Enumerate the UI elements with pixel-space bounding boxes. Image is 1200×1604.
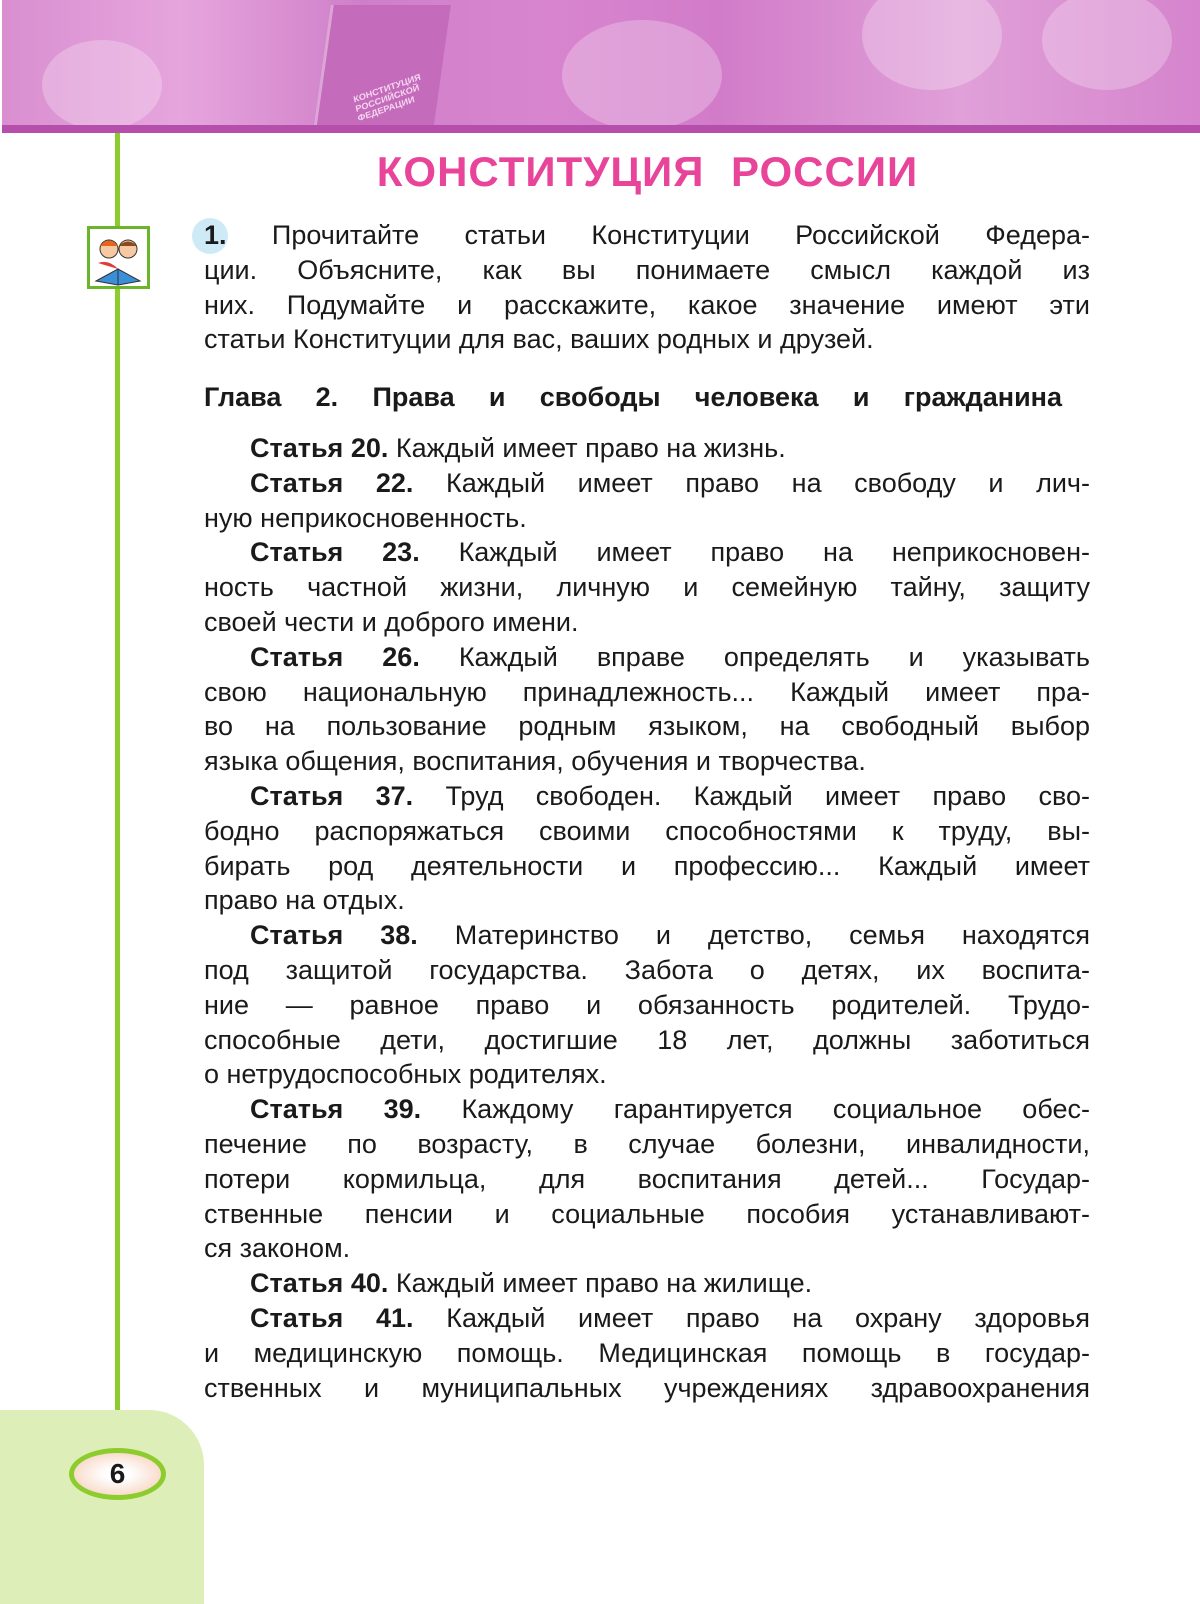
article-line: ся законом.: [204, 1233, 351, 1264]
article-label: Статья 40.: [250, 1268, 389, 1299]
article-line: [204, 918, 1090, 953]
article-line: печение по возрасту, в случае болезни, инвалидности,: [204, 1128, 1090, 1159]
header-banner-image: [2, 0, 1200, 126]
article: [204, 535, 1090, 639]
task-number: 1.: [204, 218, 227, 253]
article-line: [204, 431, 1090, 466]
reading-kids-icon: [87, 226, 150, 289]
article-line: о нетрудоспособных родителях.: [204, 1059, 607, 1090]
article-label: Статья 41.: [250, 1302, 414, 1333]
article: [204, 466, 1090, 536]
task-paragraph: [204, 218, 1090, 357]
article-line: [204, 779, 1090, 814]
article-line: [204, 466, 1090, 501]
article-line: способные дети, достигшие 18 лет, должны заботиться: [204, 1024, 1090, 1055]
ornament-decoration: [862, 0, 1002, 90]
article-line: ность частной жизни, личную и семейную тайну, защиту: [204, 572, 1090, 603]
task-line: [204, 218, 1090, 253]
page-number: 6: [69, 1448, 166, 1500]
article: [204, 1301, 1090, 1405]
article-text: Каждый имеет право на охрану здоровья: [446, 1302, 1090, 1333]
article: [204, 1266, 1090, 1301]
article-text: Каждому гарантируется социальное обес-: [461, 1094, 1090, 1125]
article-line: во на пользование родным языком, на свободный выбор: [204, 711, 1090, 742]
article-line: ственные пенсии и социальные пособия устанавливают-: [204, 1198, 1090, 1229]
article-text: Материнство и детство, семья находятся: [454, 920, 1090, 951]
article-line: своей чести и доброго имени.: [204, 606, 579, 637]
article-label: Статья 20.: [250, 433, 389, 463]
article-text: Каждый имеет право на жилище.: [395, 1268, 813, 1299]
article-line: потери кормильца, для воспитания детей... Государ-: [204, 1163, 1090, 1194]
article-line: [204, 640, 1090, 675]
articles-list: [204, 431, 1090, 1405]
article: [204, 1092, 1090, 1266]
constitution-book-image: [313, 5, 451, 130]
task-line: них. Подумайте и расскажите, какое значение имеют эти: [204, 289, 1090, 320]
article-line: [204, 1301, 1090, 1336]
article-line: языка общения, воспитания, обучения и творчества.: [204, 746, 866, 777]
article-label: Статья 38.: [250, 920, 418, 951]
article-line: свою национальную принадлежность... Каждый имеет пра-: [204, 676, 1090, 707]
coat-of-arms-decoration: [562, 20, 722, 130]
article-text: Каждый вправе определять и указывать: [458, 641, 1090, 672]
article-label: Статья 22.: [250, 467, 414, 498]
article-label: Статья 23.: [250, 537, 420, 568]
article-text: Каждый имеет право на жизнь.: [395, 433, 786, 463]
chapter-heading: Глава 2. Права и свободы человека и гражданина: [204, 382, 1062, 412]
article-label: Статья 37.: [250, 780, 414, 811]
task-text: Прочитайте статьи Конституции Российской Федера-: [271, 220, 1090, 250]
article-line: ственных и муниципальных учреждениях здравоохранения: [204, 1372, 1090, 1403]
article-line: ние — равное право и обязанность родителей. Трудо-: [204, 989, 1090, 1020]
article-label: Статья 26.: [250, 641, 420, 672]
article: [204, 779, 1090, 918]
page-title: КОНСТИТУЦИЯ РОССИИ: [376, 148, 919, 195]
article-text: Каждый имеет право на свободу и лич-: [446, 467, 1090, 498]
book-cover-text: КОНСТИТУЦИЯ РОССИЙСКОЙ ФЕДЕРАЦИИ: [352, 71, 422, 124]
article: [204, 640, 1090, 779]
article-line: [204, 1266, 1090, 1301]
article-label: Статья 39.: [250, 1094, 422, 1125]
article-line: и медицинскую помощь. Медицинская помощь в государ-: [204, 1337, 1090, 1368]
article-line: [204, 1092, 1090, 1127]
task-line: ции. Объясните, как вы понимаете смысл каждой из: [204, 254, 1090, 285]
article-line: право на отдых.: [204, 885, 405, 916]
article-text: Труд свободен. Каждый имеет право сво-: [445, 780, 1090, 811]
ornament-decoration: [1042, 0, 1172, 90]
fountain-decoration: [42, 40, 162, 130]
article: [204, 431, 1090, 466]
margin-line: [115, 133, 120, 1453]
header-band: [2, 125, 1200, 133]
article-line: бодно распоряжаться своими способностями к труду, вы-: [204, 815, 1090, 846]
article-line: ную неприкосновенность.: [204, 502, 527, 533]
article: [204, 918, 1090, 1092]
article-text: Каждый имеет право на неприкосновен-: [458, 537, 1090, 568]
article-line: под защитой государства. Забота о детях, их воспита-: [204, 954, 1090, 985]
article-line: [204, 535, 1090, 570]
task-line: статьи Конституции для вас, ваших родных и друзей.: [204, 324, 874, 355]
corner-decoration: [0, 1410, 204, 1604]
article-line: бирать род деятельности и профессию... Каждый имеет: [204, 850, 1090, 881]
